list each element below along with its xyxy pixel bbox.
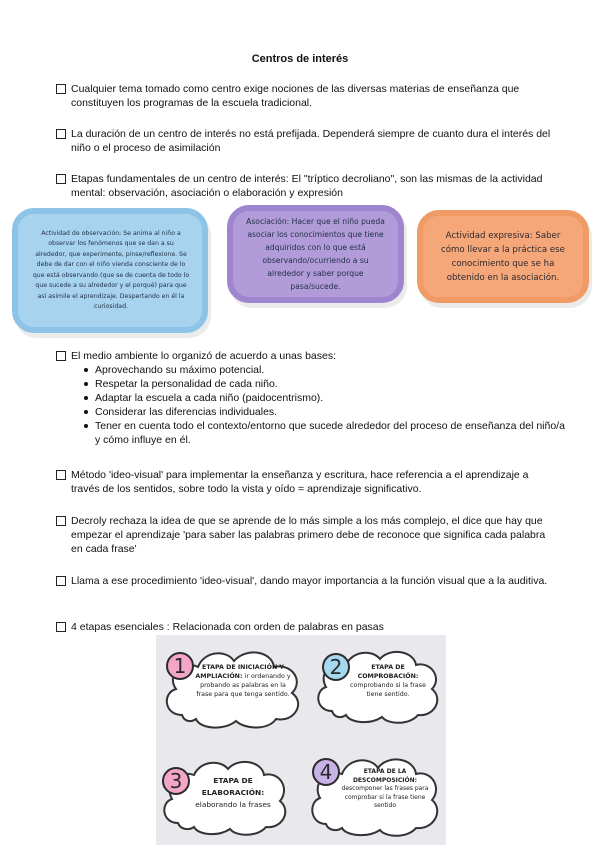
observation-card-text: Actividad de observación: Se anima al niño a observar los fenómenos que se dan a su alrededor, que experimente, pinse/reflexione. Se debe de dar con el niño vienda consciente de lo que está observando (que se de cuenta de todo lo que sucede a su alrededor y el porqué) para que así asimile el aprendizaje. Despertando en él la curiosidad.	[32, 229, 190, 310]
stage-description: descomponer las frases para comprobar si la frase tiene sentido	[341, 785, 429, 810]
checklist-item	[56, 620, 556, 634]
checklist-item-text: Cualquier tema tomado como centro exige nociones de las diversas materias de enseñanza que constituyen los programas de la escuela tradicional.	[71, 83, 520, 109]
stage-description: elaborando la frases	[195, 800, 271, 809]
checklist-item	[56, 468, 556, 496]
stage-number-badge: 4	[312, 758, 340, 786]
checkbox[interactable]	[56, 351, 66, 361]
stage-text	[340, 768, 430, 811]
checklist-item-text: 4 etapas esenciales : Relacionada con orden de palabras en pasas	[71, 621, 384, 633]
checklist-item-text: La duración de un centro de interés no está prefijada. Dependerá siempre de cuanto dura el interés del niño o el proceso de asimilación	[71, 128, 551, 154]
stage-cloud-3	[158, 755, 288, 837]
stage-heading: ETAPA DE LA DESCOMPOSICIÓN:	[352, 768, 418, 784]
stage-cloud-1	[160, 645, 306, 730]
checklist-item-text: El medio ambiente lo organizó de acuerdo a unas bases:	[71, 350, 337, 362]
checklist-item-text: Etapas fundamentales de un centro de interés: El "tríptico decroliano", son las mismas de la actividad mental: observación, asociación o elaboración y expresión	[71, 173, 543, 199]
stage-text	[346, 663, 430, 699]
bullet-list	[79, 363, 569, 447]
expressive-card	[417, 210, 589, 303]
checklist-item	[56, 349, 556, 363]
checklist-item-text: Decroly rechaza la idea de que se aprende de lo más simple a los más complejo, el dice que hay que empezar el aprendizaje 'para saber las palabras primero debe de reconoce que significa cada palabra en cada frase'	[71, 515, 546, 555]
stage-text	[194, 663, 292, 699]
checkbox[interactable]	[56, 622, 66, 632]
checklist-item-text: Método 'ideo-visual' para implementar la enseñanza y escritura, hace referencia a el aprendizaje a través de los sentidos, sobre todo la vista y oído = aprendizaje significativo.	[71, 469, 529, 495]
association-card	[227, 205, 404, 303]
checklist-item	[56, 514, 556, 556]
checklist-item	[56, 574, 556, 588]
checkbox[interactable]	[56, 470, 66, 480]
page-title: Centros de interés	[251, 53, 349, 65]
bullet-item: Tener en cuenta todo el contexto/entorno que sucede alrededor del proceso de enseñanza del niño/a y cómo influye en él.	[79, 419, 569, 447]
checklist-item-text: Llama a ese procedimiento 'ideo-visual', dando mayor importancia a la función visual que a la auditiva.	[71, 575, 548, 587]
expressive-card-text: Actividad expresiva: Saber cómo llevar a la práctica ese conocimiento que se ha obtenido en la asociación.	[441, 230, 565, 283]
checkbox[interactable]	[56, 174, 66, 184]
checkbox[interactable]	[56, 576, 66, 586]
bullet-item: Aprovechando su máximo potencial.	[79, 363, 569, 377]
stage-heading: ETAPA DE COMPROBACIÓN:	[357, 664, 419, 680]
checklist-item	[56, 172, 556, 200]
checkbox[interactable]	[56, 129, 66, 139]
stage-text	[190, 775, 276, 811]
stage-description: ir ordenando y probando as palabras en la frase para que tenga sentido.	[196, 673, 291, 698]
stage-number-badge: 1	[166, 652, 194, 680]
stage-cloud-4	[306, 752, 440, 838]
stage-description: comprobando si la frase tiene sentido.	[350, 682, 426, 698]
checkbox[interactable]	[56, 84, 66, 94]
checkbox[interactable]	[56, 516, 66, 526]
observation-card	[12, 208, 208, 333]
stage-number-badge: 2	[322, 653, 350, 681]
checklist-item	[56, 82, 556, 110]
stage-heading: ETAPA DE ELABORACIÓN:	[201, 776, 265, 797]
stage-heading: ETAPA DE INICIACIÓN Y AMPLIACIÓN:	[195, 664, 284, 680]
association-card-text: Asociación: Hacer que el niño pueda asociar los conocimientos que tiene adquiridos con lo que está observando/ocurriendo a su alrededor y saber porque pasa/sucede.	[246, 217, 385, 291]
stage-number-badge: 3	[162, 767, 190, 795]
checklist-item	[56, 127, 556, 155]
bullet-item: Respetar la personalidad de cada niño.	[79, 377, 569, 391]
bullet-item: Considerar las diferencias individuales.	[79, 405, 569, 419]
bullet-item: Adaptar la escuela a cada niño (paidocentrismo).	[79, 391, 569, 405]
stage-cloud-2	[312, 645, 440, 725]
